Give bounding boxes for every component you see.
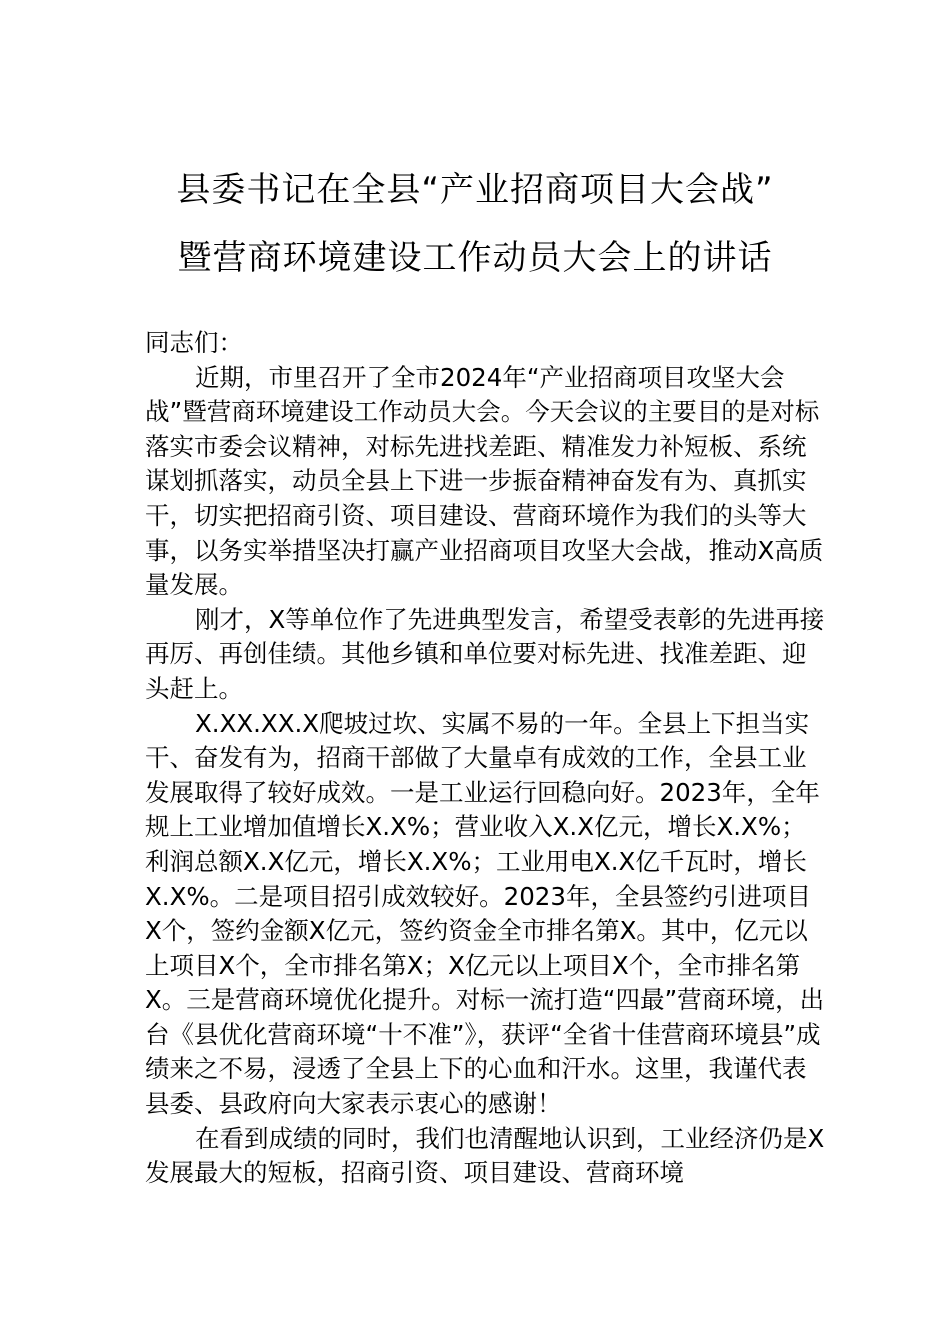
salutation: 同志们：: [145, 328, 243, 357]
document-body: [145, 326, 825, 1191]
paragraph-1: 近期，市里召开了全市2024年“产业招商项目攻坚大会战”暨营商环境建设工作动员大会。今天会议的主要目的是对标落实市委会议精神，对标先进找差距、精准发力补短板、系统谋划抓落实，动员全县上下进一步振奋精神奋发有为、真抓实干，切实把招商引资、项目建设、营商环境作为我们的头等大事，以务实举措坚决打赢产业招商项目攻坚大会战，推动X高质量发展。: [145, 362, 824, 600]
paragraph-3: X.XX.XX.X爬坡过坎、实属不易的一年。全县上下担当实干、奋发有为，招商干部做了大量卓有成效的工作，全县工业发展取得了较好成效。一是工业运行回稳向好。2023年，全年规上工业增加值增长X.X%；营业收入X.X亿元，增长X.X%；利润总额X.X亿元，增长X.X%；工业用电X.X亿千瓦时，增长X.X%。二是项目招引成效较好。2023年，全县签约引进项目X个，签约金额X亿元，签约资金全市排名第X。其中，亿元以上项目X个，全市排名第X；X亿元以上项目X个，全市排名第X。三是营商环境优化提升。对标一流打造“四最”营商环境，出台《县优化营商环境“十不准”》，获评“全省十佳营商环境县”成绩来之不易，浸透了全县上下的心血和汗水。这里，我谨代表县委、县政府向大家表示衷心的感谢！: [145, 708, 825, 1119]
paragraph-2: 刚才，X等单位作了先进典型发言，希望受表彰的先进再接再厉、再创佳绩。其他乡镇和单位要对标先进、找准差距、迎头赶上。: [145, 604, 825, 703]
document-title-line-2: 暨营商环境建设工作动员大会上的讲话: [177, 238, 773, 278]
paragraph-4: 在看到成绩的同时，我们也清醒地认识到，工业经济仍是X发展最大的短板，招商引资、项目建设、营商环境: [145, 1123, 825, 1188]
document-title-line-1: 县委书记在全县“产业招商项目大会战”: [176, 170, 774, 210]
